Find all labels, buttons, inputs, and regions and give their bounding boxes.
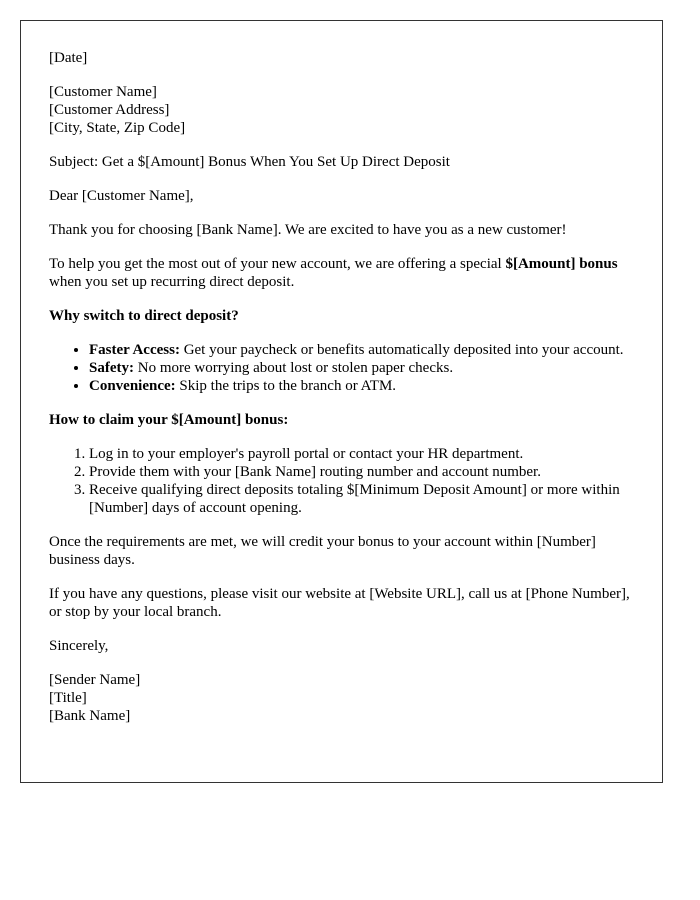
sender-title: [Title] bbox=[49, 690, 87, 706]
list-item: 1. Log in to your employer's payroll portal or contact your HR department. bbox=[89, 445, 634, 463]
claim-heading-text: How to claim your $[Amount] bonus: bbox=[49, 412, 289, 428]
letter bbox=[20, 20, 663, 783]
sender-name: [Sender Name] bbox=[49, 672, 141, 688]
closing: Sincerely, bbox=[49, 638, 109, 654]
steps-list bbox=[49, 445, 634, 517]
offer-bold: $[Amount] bonus bbox=[505, 256, 618, 272]
signature bbox=[49, 671, 634, 725]
why-heading-text: Why switch to direct deposit? bbox=[49, 308, 239, 324]
list-item bbox=[89, 377, 634, 395]
offer-text-end: when you set up recurring direct deposit. bbox=[49, 274, 295, 290]
recipient-address bbox=[49, 83, 634, 137]
date: [Date] bbox=[49, 50, 88, 66]
list-item bbox=[89, 341, 634, 359]
benefit-text: Skip the trips to the branch or ATM. bbox=[175, 378, 397, 394]
list-item bbox=[89, 359, 634, 377]
recipient-name: [Customer Name] bbox=[49, 84, 157, 100]
intro: Thank you for choosing [Bank Name]. We are excited to have you as a new customer! bbox=[49, 222, 567, 238]
recipient-street: [Customer Address] bbox=[49, 102, 170, 118]
credit-paragraph: Once the requirements are met, we will credit your bonus to your account within [Number] business days. bbox=[49, 534, 596, 568]
list-item: 2. Provide them with your [Bank Name] routing number and account number. bbox=[89, 463, 634, 481]
salutation: Dear [Customer Name], bbox=[49, 188, 194, 204]
benefit-label: Faster Access: bbox=[89, 342, 180, 358]
benefits-list bbox=[49, 341, 634, 395]
questions-paragraph: If you have any questions, please visit our website at [Website URL], call us at [Phone Number], or stop by your local branch. bbox=[49, 586, 630, 620]
benefit-label: Safety: bbox=[89, 360, 134, 376]
sender-bank: [Bank Name] bbox=[49, 708, 131, 724]
offer bbox=[49, 255, 634, 291]
subject: Subject: Get a $[Amount] Bonus When You Set Up Direct Deposit bbox=[49, 154, 450, 170]
benefit-text: No more worrying about lost or stolen paper checks. bbox=[134, 360, 454, 376]
offer-text: To help you get the most out of your new account, we are offering a special bbox=[49, 256, 506, 272]
list-item: 3. Receive qualifying direct deposits totaling $[Minimum Deposit Amount] or more within [Number] days of account opening. bbox=[89, 481, 634, 517]
benefit-label: Convenience: bbox=[89, 378, 176, 394]
recipient-city: [City, State, Zip Code] bbox=[49, 120, 186, 136]
why-heading bbox=[49, 307, 634, 325]
claim-heading bbox=[49, 411, 634, 429]
benefit-text: Get your paycheck or benefits automatically deposited into your account. bbox=[179, 342, 624, 358]
